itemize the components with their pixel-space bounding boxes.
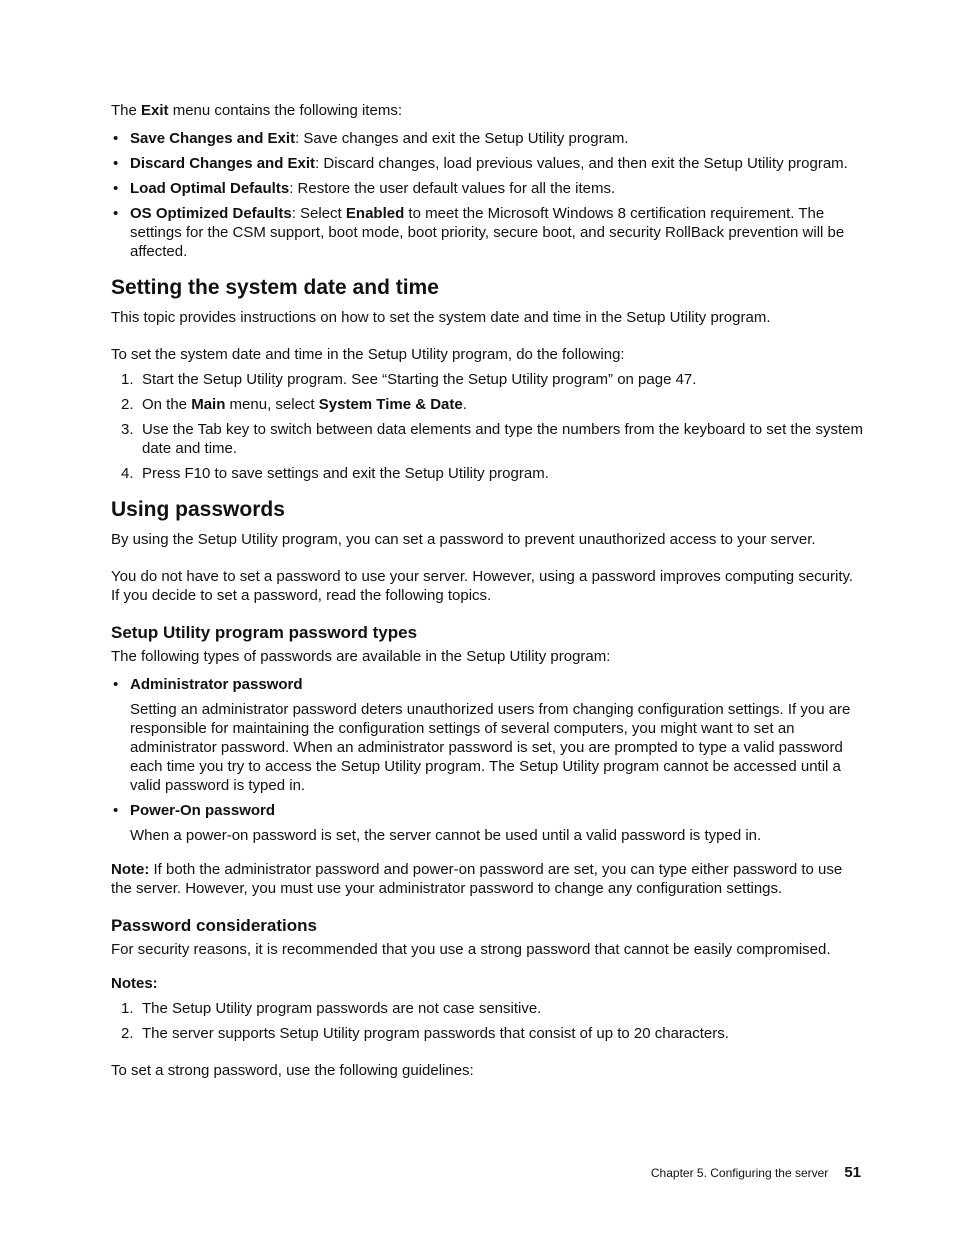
types-intro: The following types of passwords are available in the Setup Utility program: [111,648,611,665]
list-item: 2. The server supports Setup Utility program passwords that consist of up to 20 characters. [121,1025,729,1042]
list-item: • Save Changes and Exit: Save changes and exit the Setup Utility program. [111,129,863,148]
administrator-password-desc: Setting an administrator password deters unauthorized users from changing configuration settings. If you are responsible for maintaining the configuration settings of several computers, you might want to set an administrator password. When an administrator password is set, you are prompted to type a valid password each time you try to access the Setup Utility program. The Setup Utility program cannot be accessed until a valid password is typed in. [130,701,851,794]
password-types-list [111,675,863,845]
list-item: • OS Optimized Defaults: Select Enabled to meet the Microsoft Windows 8 certification requirement. The settings for the CSM support, boot mode, boot priority, secure boot, and security RollBack prevention will be affected. [111,204,863,261]
guidelines-lead: To set a strong password, use the following guidelines: [111,1062,474,1079]
date-time-steps [111,370,863,483]
exit-menu-list [111,129,863,261]
page-number: 51 [844,1164,861,1181]
list-item: 3. Use the Tab key to switch between data elements and type the numbers from the keyboard to set the system date and time. [121,421,863,457]
list-item: 1. The Setup Utility program passwords are not case sensitive. [121,1000,542,1017]
list-item: • Discard Changes and Exit: Discard changes, load previous values, and then exit the Setup Utility program. [111,154,863,173]
date-time-intro: This topic provides instructions on how to set the system date and time in the Setup Utility program. [111,309,771,326]
date-time-lead: To set the system date and time in the Setup Utility program, do the following: [111,346,625,363]
list-item: 1. Start the Setup Utility program. See “Starting the Setup Utility program” on page 47. [121,371,697,388]
footer-chapter: Chapter 5. Configuring the server [650,1166,829,1180]
page-footer [651,1163,861,1183]
subsection-heading-types: Setup Utility program password types [111,623,418,642]
list-item: 4. Press F10 to save settings and exit the Setup Utility program. [121,465,549,482]
power-on-password-desc: When a power-on password is set, the server cannot be used until a valid password is typed in. [130,827,762,844]
list-item: 2. On the Main menu, select System Time & Date. [121,396,467,413]
list-item: • Administrator password Setting an administrator password deters unauthorized users from changing configuration settings. If you are responsible for maintaining the configuration settings of several computers, you might want to set an administrator password. When an administrator password is set, you are prompted to type a valid password each time you try to access the Setup Utility program. The Setup Utility program cannot be accessed until a valid password is typed in. [111,675,863,795]
section-heading-passwords: Using passwords [111,498,285,521]
passwords-p1: By using the Setup Utility program, you can set a password to prevent unauthorized access to your server. [111,531,816,548]
passwords-p2: You do not have to set a password to use your server. However, using a password improves computing security. If you decide to set a password, read the following topics. [111,568,854,604]
notes-label: Notes: [111,975,158,992]
list-item: • Power-On password When a power-on password is set, the server cannot be used until a valid password is typed in. [111,801,863,845]
subsection-heading-considerations: Password considerations [111,916,317,935]
exit-intro: The Exit menu contains the following items: [111,102,402,119]
considerations-intro: For security reasons, it is recommended that you use a strong password that cannot be easily compromised. [111,941,831,958]
page-body [111,101,863,1080]
list-item: • Load Optimal Defaults: Restore the user default values for all the items. [111,179,863,198]
password-note: Note: If both the administrator password and power-on password are set, you can type either password to use the server. However, you must use your administrator password to change any configuration settings. [111,861,843,897]
section-heading-date-time: Setting the system date and time [111,276,439,299]
notes-list [111,999,863,1043]
